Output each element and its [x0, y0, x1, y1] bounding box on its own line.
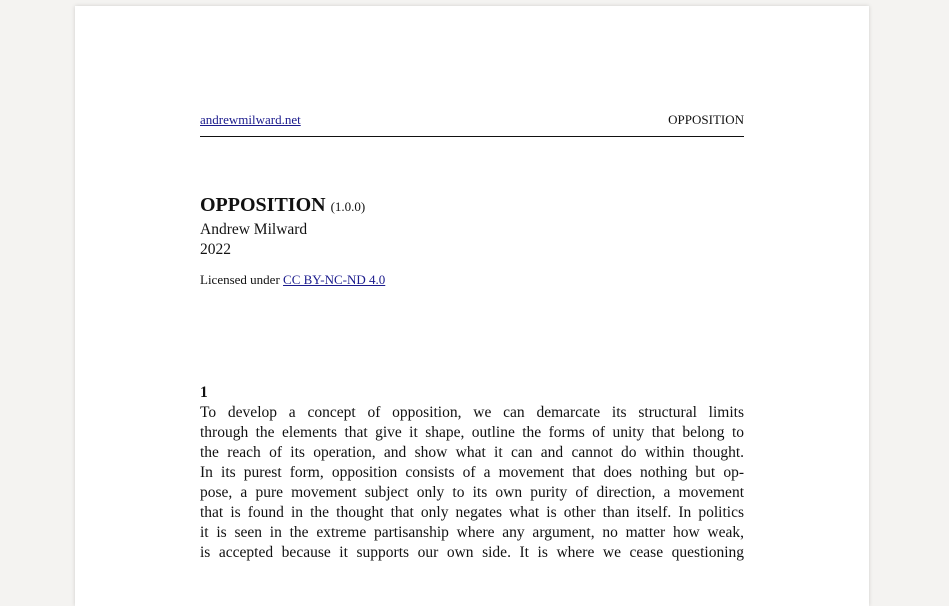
running-title: OPPOSITION	[668, 112, 744, 127]
paragraph-line: is accepted because it supports our own side. It is where we cease questioning	[200, 544, 744, 561]
running-header	[200, 112, 744, 137]
site-link[interactable]: andrewmilward.net	[200, 112, 301, 127]
document-title	[200, 192, 744, 220]
paragraph-line: To develop a concept of opposition, we can demarcate its structural limits	[200, 404, 744, 421]
license-line	[200, 272, 744, 288]
paragraph-line: that is found in the thought that only negates what is other than itself. In politics	[200, 504, 744, 521]
author: Andrew Milward	[200, 221, 308, 238]
section-1	[200, 383, 744, 563]
document-page	[75, 6, 869, 606]
license-prefix: Licensed under	[200, 272, 280, 287]
paragraph-line: the reach of its operation, and show what it can and cannot do within thought.	[200, 444, 744, 461]
title-text: OPPOSITION	[200, 194, 326, 216]
paragraph-line: through the elements that give it shape, outline the forms of unity that belong to	[200, 424, 744, 441]
title-block	[200, 192, 744, 288]
version: (1.0.0)	[330, 199, 366, 214]
paragraph-line: In its purest form, opposition consists of a movement that does nothing but op-	[200, 464, 744, 481]
year: 2022	[200, 241, 231, 258]
section-number: 1	[200, 384, 208, 401]
paragraph-line: pose, a pure movement subject only to its own purity of direction, a movement	[200, 484, 744, 501]
license-link[interactable]: CC BY-NC-ND 4.0	[283, 272, 386, 287]
paragraph-line: it is seen in the extreme partisanship where any argument, no matter how weak,	[200, 524, 744, 541]
